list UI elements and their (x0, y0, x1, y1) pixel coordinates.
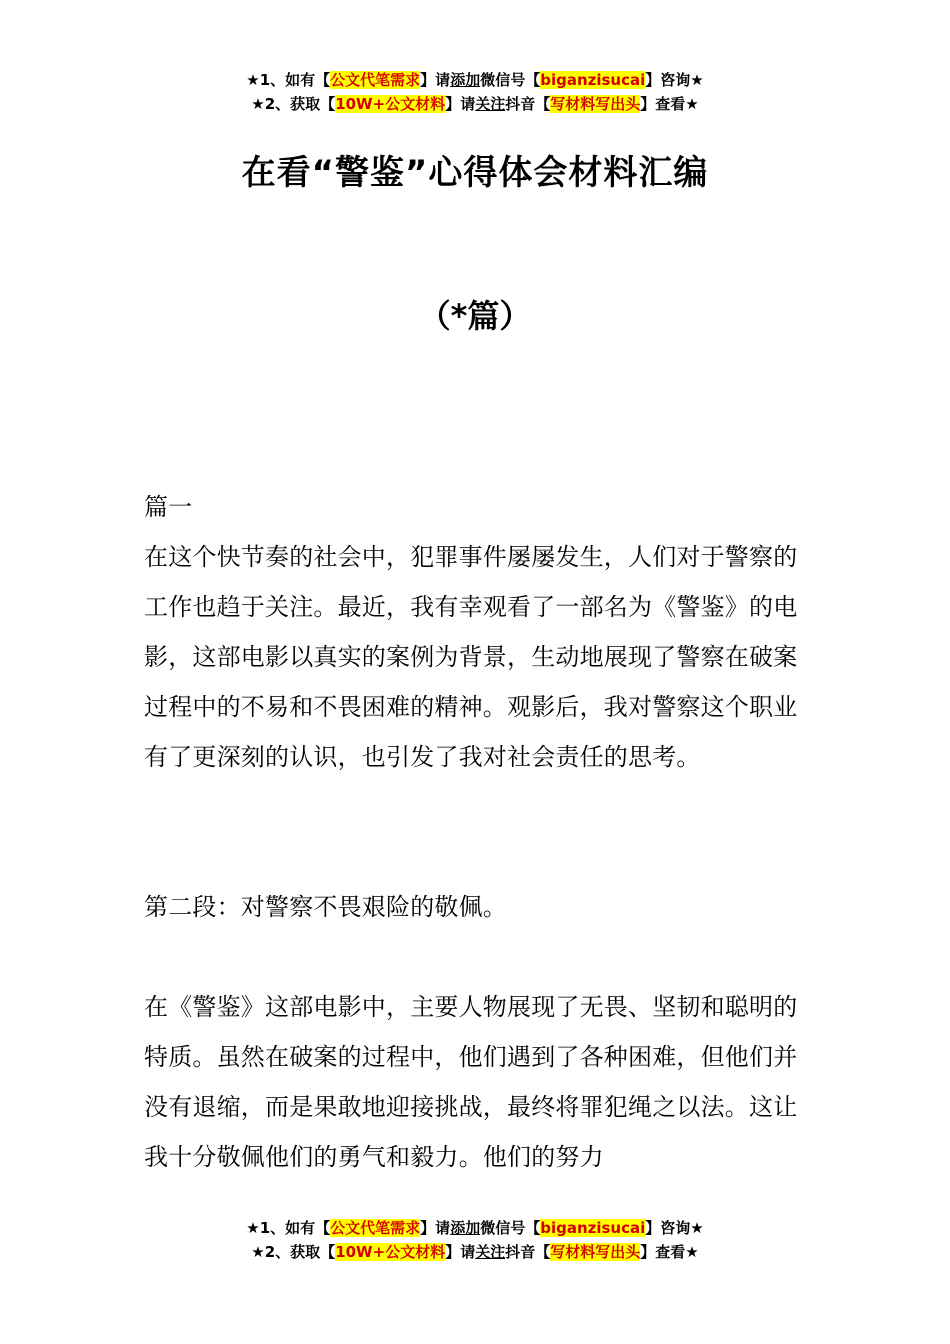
highlight-text: 写材料写出头 (550, 95, 641, 113)
banner-line-2 (0, 1240, 950, 1264)
highlight-text: biganzisucai (540, 71, 646, 89)
header-banner (0, 68, 950, 116)
banner-text: 】请 (445, 1243, 476, 1261)
banner-text: ★1、如有【 (246, 1219, 331, 1237)
banner-text: 微信号【 (480, 1219, 541, 1237)
highlight-text: 10W+公文材料 (335, 95, 446, 113)
banner-line-1 (0, 1216, 950, 1240)
banner-text: 】咨询★ (645, 71, 704, 89)
banner-text: ★1、如有【 (246, 71, 331, 89)
emphasis-text: 添加 (450, 71, 481, 89)
banner-line-2 (0, 92, 950, 116)
banner-text: ★2、获取【 (251, 95, 336, 113)
document-title: 在看“警鉴”心得体会材料汇编 (241, 153, 709, 193)
paragraph-2: 在《警鉴》这部电影中，主要人物展现了无畏、坚韧和聪明的特质。虽然在破案的过程中，他们遇到了各种困难，但他们并没有退缩，而是果敢地迎接挑战，最终将罪犯绳之以法。这让我十分敬佩他们的勇气和毅力。他们的努力 (144, 993, 798, 1171)
highlight-text: biganzisucai (540, 1219, 646, 1237)
footer-banner (0, 1216, 950, 1264)
banner-text: ★2、获取【 (251, 1243, 336, 1261)
banner-text: 抖音【 (505, 95, 551, 113)
banner-text: 】查看★ (640, 95, 699, 113)
section-label: 篇一 (144, 493, 193, 521)
banner-text: 】请 (420, 1219, 451, 1237)
emphasis-text: 添加 (450, 1219, 481, 1237)
emphasis-text: 关注 (475, 95, 506, 113)
document-subtitle: （*篇） (418, 297, 532, 335)
section-heading-2: 第二段：对警察不畏艰险的敬佩。 (144, 893, 507, 921)
paragraph-1: 在这个快节奏的社会中，犯罪事件屡屡发生，人们对于警察的工作也趋于关注。最近，我有幸观看了一部名为《警鉴》的电影，这部电影以真实的案例为背景，生动地展现了警察在破案过程中的不易和不畏困难的精神。观影后，我对警察这个职业有了更深刻的认识，也引发了我对社会责任的思考。 (144, 543, 798, 771)
highlight-text: 公文代笔需求 (330, 71, 421, 89)
banner-text: 】请 (445, 95, 476, 113)
banner-text: 】查看★ (640, 1243, 699, 1261)
highlight-text: 写材料写出头 (550, 1243, 641, 1261)
highlight-text: 10W+公文材料 (335, 1243, 446, 1261)
emphasis-text: 关注 (475, 1243, 506, 1261)
highlight-text: 公文代笔需求 (330, 1219, 421, 1237)
banner-line-1 (0, 68, 950, 92)
banner-text: 】请 (420, 71, 451, 89)
banner-text: 抖音【 (505, 1243, 551, 1261)
banner-text: 】咨询★ (645, 1219, 704, 1237)
banner-text: 微信号【 (480, 71, 541, 89)
